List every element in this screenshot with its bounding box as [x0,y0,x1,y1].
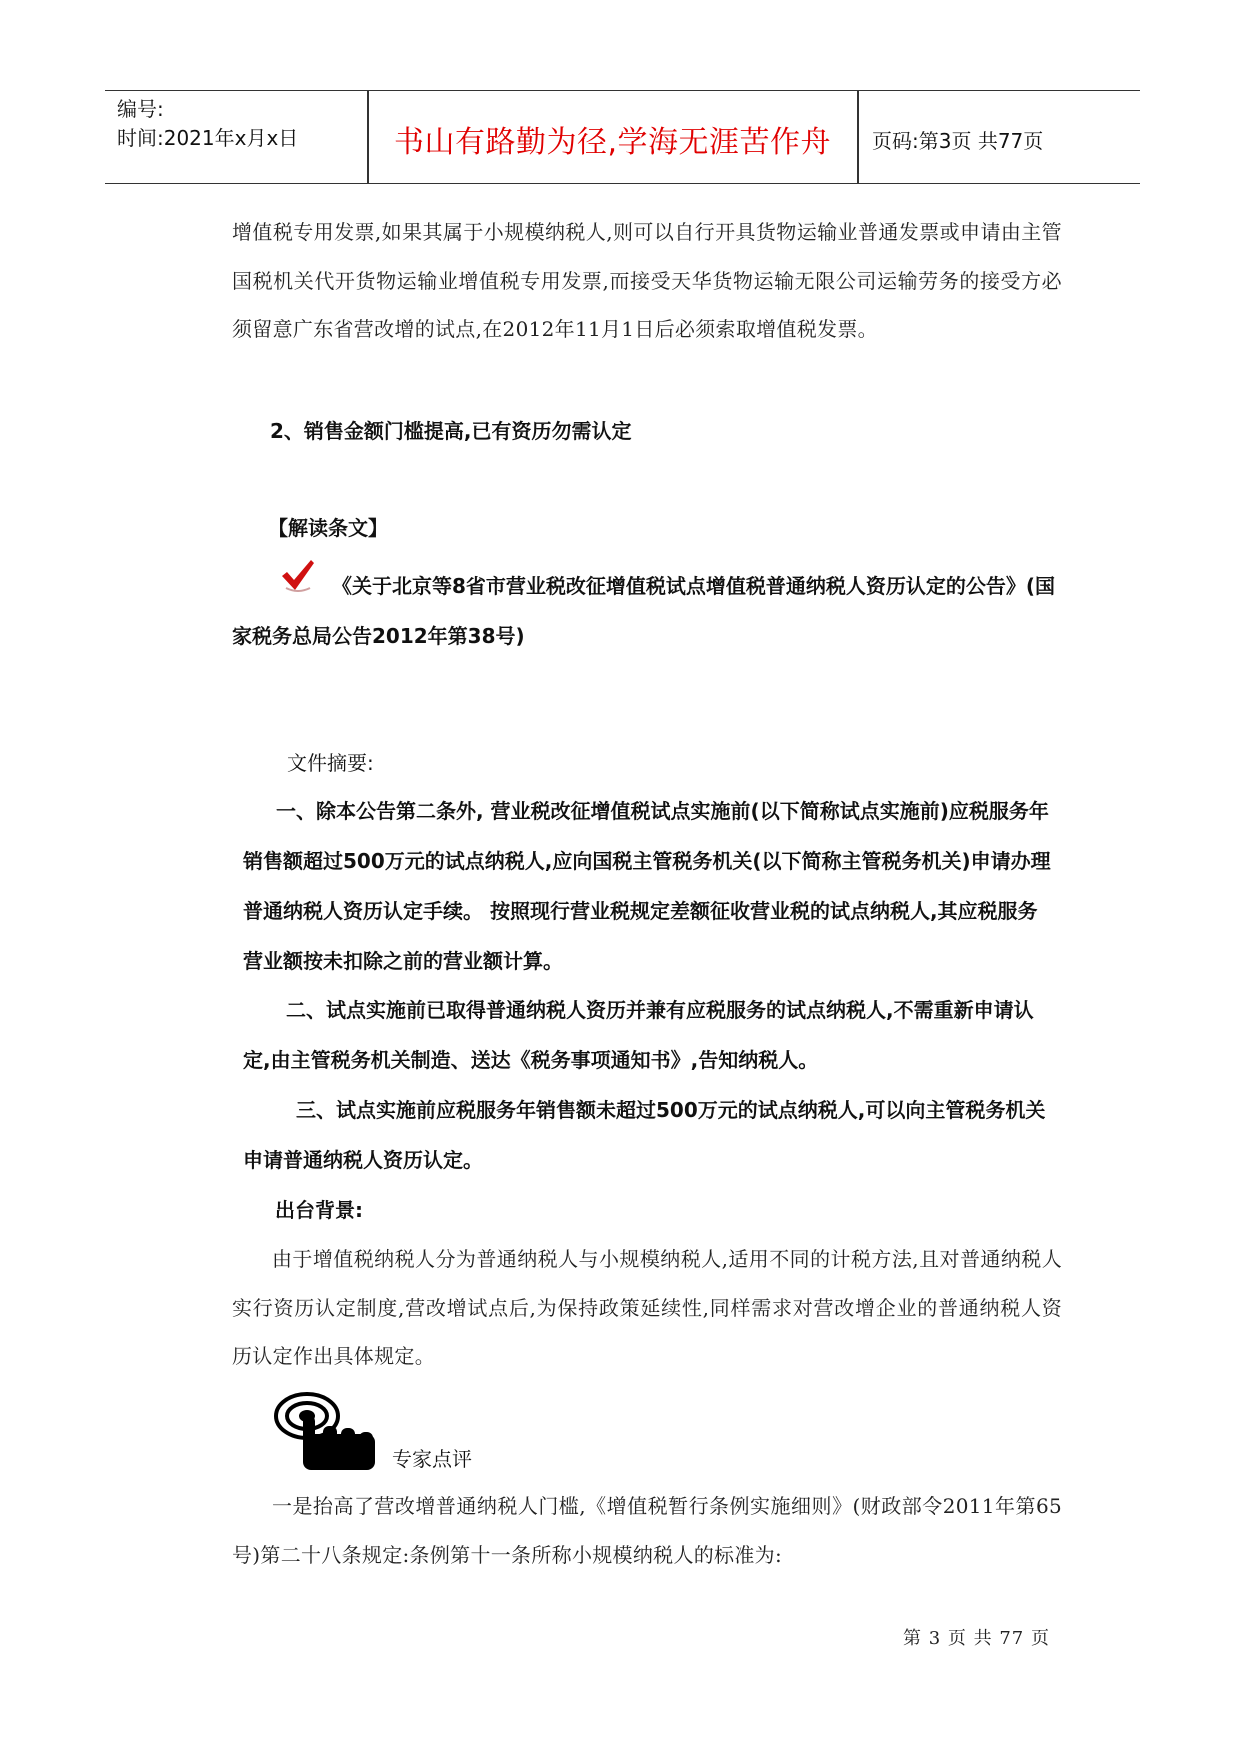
header-motto: 书山有路勤为径,学海无涯苦作舟 [393,125,832,160]
time-label: 时间:2021年x月x日 [117,126,299,150]
section-heading: 2、销售金额门槛提高,已有资历勿需认定 [270,419,632,443]
page-footer: 第 3 页 共 77 页 [903,1628,1050,1649]
intro-paragraph: 增值税专用发票,如果其属于小规模纳税人,则可以自行开具货物运输业普通发票或申请由主管国税机关代开货物运输业增值税专用发票,而接受天华货物运输无限公司运输劳务的接受方必须留意广东省营改增的试点,在2012年11月1日后必须索取增值税发票。 [232,220,1062,341]
expert-label: 专家点评 [392,1447,472,1471]
header-meta [117,95,298,153]
pointing-hand-icon [273,1390,383,1472]
clause-2: 二、试点实施前已取得普通纳税人资历并兼有应税服务的试点纳税人,不需重新申请认定,由主管税务机关制造、送达《税务事项通知书》,告知纳税人。 [243,998,1034,1072]
clause-3: 三、试点实施前应税服务年销售额未超过500万元的试点纳税人,可以向主管税务机关申请普通纳税人资历认定。 [243,1098,1046,1172]
background-label: 出台背景: [275,1198,363,1222]
header-page-label: 页码:第3页 共77页 [872,129,1044,153]
clause-1-text: 一、除本公告第二条外, 营业税改征增值税试点实施前(以下简称试点实施前)应税服务年销售额超过500万元的试点纳税人,应向国税主管税务机关(以下简称主管税务机关)申请办理普通纳税人资历认定手续。 按照现行营业税规定差额征收营业税的试点纳税人,其应税服务营业额按未扣除之前的营业额计算。 [243,799,1051,973]
summary-label: 文件摘要: [287,751,374,775]
header-divider [857,91,859,183]
background-text: 由于增值税纳税人分为普通纳税人与小规模纳税人,适用不同的计税方法,且对普通纳税人实行资历认定制度,营改增试点后,为保持政策延续性,同样需求对营改增企业的普通纳税人资历认定作出具体规定。 [232,1247,1062,1368]
page-header [105,90,1140,184]
clause-1 [243,786,1053,986]
notice-title: 《关于北京等8省市营业税改征增值税试点增值税普通纳税人资历认定的公告》(国家税务总局公告2012年第38号) [232,574,1056,648]
interpret-label: 【解读条文】 [268,516,388,540]
code-label: 编号: [117,97,164,121]
expert-text: 一是抬高了营改增普通纳税人门槛,《增值税暂行条例实施细则》(财政部令2011年第65号)第二十八条规定:条例第十一条所称小规模纳税人的标准为: [232,1494,1062,1567]
